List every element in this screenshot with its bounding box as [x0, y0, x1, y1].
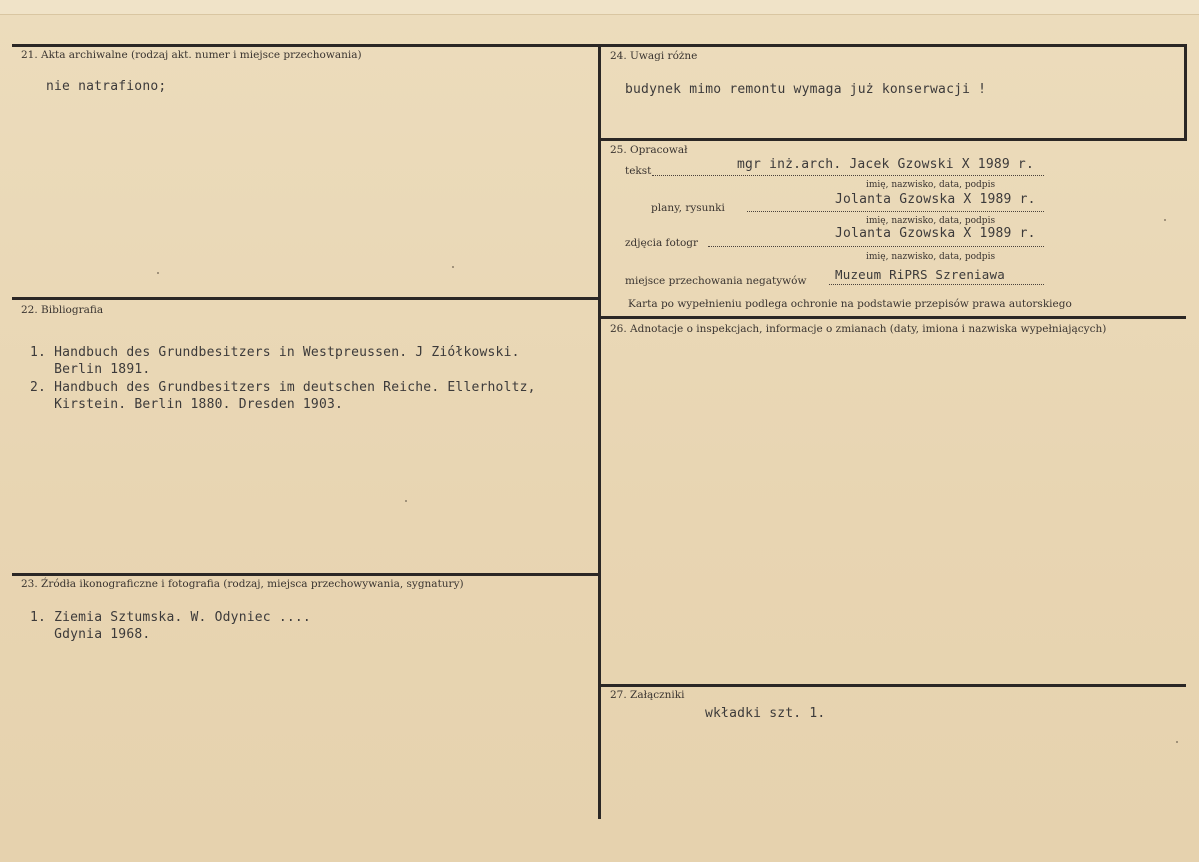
- divider-22-23: [12, 573, 599, 576]
- bibliography-line: Berlin 1891.: [30, 362, 151, 377]
- section-24-label: 24. Uwagi różne: [610, 50, 698, 62]
- negatywy-value: Muzeum RiPRS Szreniawa: [835, 267, 1005, 282]
- paper-speck: [452, 266, 454, 268]
- copyright-notice: Karta po wypełnieniu podlega ochronie na podstawie przepisów prawa autorskiego: [628, 298, 1072, 310]
- iconography-line: 1. Ziemia Sztumska. W. Odyniec ....: [30, 610, 311, 625]
- section-25-label: 25. Opracował: [610, 144, 688, 156]
- bibliography-line: Kirstein. Berlin 1880. Dresden 1903.: [30, 397, 344, 412]
- paper-speck: [157, 272, 159, 274]
- paper-speck: [1164, 219, 1166, 221]
- tekst-label: tekst: [625, 165, 652, 177]
- zdjecia-value: Jolanta Gzowska X 1989 r.: [835, 226, 1036, 241]
- section-26-label: 26. Adnotacje o inspekcjach, informacje o zmianach (daty, imiona i nazwiska wypełniających): [610, 323, 1107, 335]
- signature-caption: imię, nazwisko, data, podpis: [866, 180, 996, 190]
- card-top-edge: [0, 0, 1199, 15]
- divider-26-27: [601, 684, 1186, 687]
- divider-21-22: [12, 297, 599, 300]
- signature-caption: imię, nazwisko, data, podpis: [866, 216, 996, 226]
- plany-label: plany, rysunki: [651, 202, 725, 214]
- plany-dotted-line: [747, 211, 1044, 212]
- zdjecia-label: zdjęcia fotogr: [625, 237, 699, 249]
- signature-caption: imię, nazwisko, data, podpis: [866, 252, 996, 262]
- divider-top-left: [12, 44, 599, 47]
- section-21-value: nie natrafiono;: [46, 79, 167, 94]
- tekst-value: mgr inż.arch. Jacek Gzowski X 1989 r.: [737, 157, 1034, 172]
- paper-speck: [1176, 741, 1178, 743]
- negatywy-label: miejsce przechowania negatywów: [625, 275, 807, 287]
- iconography-line: Gdynia 1968.: [30, 627, 151, 642]
- section-27-label: 27. Załączniki: [610, 689, 685, 701]
- tekst-dotted-line: [652, 175, 1044, 176]
- section-22-label: 22. Bibliografia: [21, 304, 104, 316]
- section-27-value: wkładki szt. 1.: [705, 706, 826, 721]
- plany-value: Jolanta Gzowska X 1989 r.: [835, 192, 1036, 207]
- divider-center: [598, 44, 601, 819]
- bibliography-line: 2. Handbuch des Grundbesitzers im deutschen Reiche. Ellerholtz,: [30, 380, 536, 395]
- section-23-label: 23. Źródła ikonograficzne i fotografia (rodzaj, miejsca przechowywania, sygnatury): [21, 578, 464, 590]
- section-21-label: 21. Akta archiwalne (rodzaj akt. numer i miejsce przechowania): [21, 49, 362, 61]
- section-24-value: budynek mimo remontu wymaga już konserwacji !: [625, 82, 987, 97]
- divider-24-25: [601, 138, 1187, 141]
- divider-25-26: [601, 316, 1186, 319]
- bibliography-line: 1. Handbuch des Grundbesitzers in Westpreussen. J Ziółkowski.: [30, 345, 520, 360]
- divider-top-right: [601, 44, 1186, 47]
- negatywy-dotted-line: [829, 284, 1044, 285]
- zdjecia-dotted-line: [708, 246, 1044, 247]
- paper-speck: [405, 500, 407, 502]
- divider-right-upper: [1184, 44, 1187, 141]
